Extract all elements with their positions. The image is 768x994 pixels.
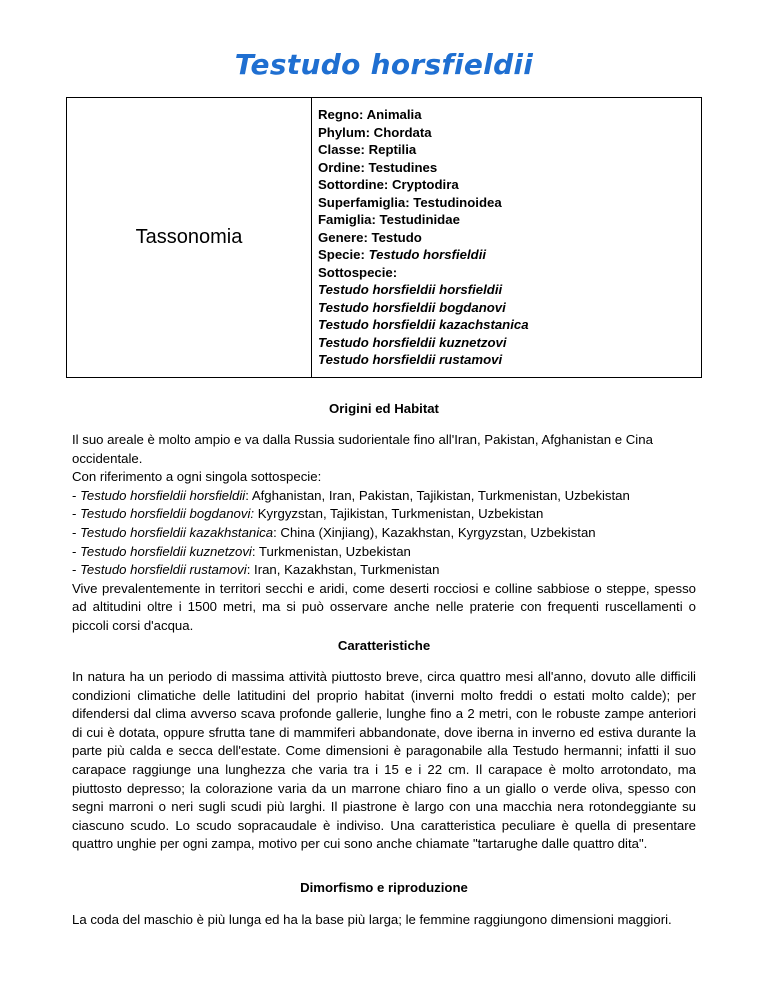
taxonomy-label: Tassonomia	[67, 98, 312, 378]
taxonomy-phylum: Phylum: Chordata	[318, 124, 432, 140]
origini-habitat: Vive prevalentemente in territori secchi e aridi, come deserti rocciosi e colline sabbiose o steppe, spesso ad altitudini oltre i 1500 metri, ma si può osservare anche nelle praterie con frequenti ruscellamenti o piccoli corsi d'acqua.	[72, 580, 696, 633]
taxonomy-sottospecie-label: Sottospecie:	[318, 264, 398, 280]
caratteristiche-text: In natura ha un periodo di massima attività piuttosto breve, circa quattro mesi all'anno, dovuto alle difficili condizioni climatiche delle latitudini del proprio habitat (inverni molto freddi o estati molto calde); per difendersi dal clima avverso scava profonde gallerie, lunghe fino a 2 metri, con le robuste zampe anteriori di cui è dotata, oppure sfrutta tane di mammiferi abbandonate, dove iberna in inverno ed estiva durante la parte più calda e secca dell'estate. Come dimensioni è paragonabile alla Testudo hermanni; infatti il suo carapace raggiunge una lunghezza che varia tra i 15 e i 22 cm. Il carapace è molto arrotondato, ma piuttosto depresso; la colorazione varia da un marrone chiaro fino a un giallo o verde oliva, spesso con segni marroni o neri sugli scudi più larghi. Il piastrone è largo con una macchia nera rotondeggiante su ciascuno scudo. Lo scudo sopracaudale è indiviso. Una caratteristica peculiare è quella di presentare quattro unghie per ogni zampa, motivo per cui sono anche chiamate "tartarughe dalle quattro dita".	[72, 669, 696, 852]
document-title: Testudo horsfieldii	[234, 48, 534, 81]
origini-intro: Il suo areale è molto ampio e va dalla Russia sudorientale fino all'Iran, Pakistan, Afghanistan e Cina occidentale.	[72, 432, 653, 466]
taxonomy-specie-value: Testudo horsfieldii	[368, 247, 487, 263]
taxonomy-genere: Genere: Testudo	[318, 229, 422, 245]
taxonomy-info	[312, 98, 702, 378]
taxonomy-ordine: Ordine: Testudines	[318, 159, 438, 175]
distribution-name: Testudo horsfieldii rustamovi	[80, 562, 247, 578]
origini-heading: Origini ed Habitat	[329, 401, 439, 416]
subspecies-item: Testudo horsfieldii bogdanovi	[318, 299, 506, 315]
caratteristiche-heading: Caratteristiche	[337, 638, 431, 653]
taxonomy-specie	[318, 246, 701, 264]
taxonomy-famiglia: Famiglia: Testudinidae	[318, 212, 460, 228]
taxonomy-table	[66, 97, 702, 378]
origini-ref: Con riferimento a ogni singola sottospecie:	[72, 469, 322, 485]
distribution-item: - Testudo horsfieldii rustamovi: Iran, Kazakhstan, Turkmenistan	[72, 562, 440, 578]
dimorfismo-text: La coda del maschio è più lunga ed ha la base più larga; le femmine raggiungono dimensioni maggiori.	[72, 912, 672, 927]
subspecies-item: Testudo horsfieldii kuznetzovi	[318, 334, 507, 350]
distribution-range: : Afghanistan, Iran, Pakistan, Tajikistan, Turkmenistan, Uzbekistan	[245, 487, 630, 503]
taxonomy-superfamiglia: Superfamiglia: Testudinoidea	[318, 194, 502, 210]
distribution-name: Testudo horsfieldii kuznetzovi	[80, 543, 252, 559]
taxonomy-sottordine: Sottordine: Cryptodira	[318, 177, 459, 193]
distribution-range: : China (Xinjiang), Kazakhstan, Kyrgyzstan, Uzbekistan	[273, 524, 596, 540]
distribution-item: - Testudo horsfieldii kuznetzovi: Turkmenistan, Uzbekistan	[72, 543, 411, 559]
taxonomy-regno: Regno: Animalia	[318, 107, 422, 123]
distribution-name: Testudo horsfieldii kazakhstanica	[80, 524, 274, 540]
distribution-range: : Turkmenistan, Uzbekistan	[251, 543, 411, 559]
distribution-item: - Testudo horsfieldii horsfieldii: Afghanistan, Iran, Pakistan, Tajikistan, Turkmenistan, Uzbekistan	[72, 487, 630, 503]
taxonomy-specie-label: Specie:	[318, 247, 369, 263]
dimorfismo-heading: Dimorfismo e riproduzione	[300, 880, 468, 895]
subspecies-item: Testudo horsfieldii rustamovi	[318, 352, 503, 368]
distribution-item: - Testudo horsfieldii bogdanovi: Kyrgyzstan, Tajikistan, Turkmenistan, Uzbekistan	[72, 506, 544, 522]
distribution-range: : Iran, Kazakhstan, Turkmenistan	[246, 562, 440, 578]
distribution-name: Testudo horsfieldii horsfieldii	[80, 487, 246, 503]
subspecies-item: Testudo horsfieldii kazachstanica	[318, 317, 529, 333]
distribution-range: Kyrgyzstan, Tajikistan, Turkmenistan, Uzbekistan	[254, 506, 544, 522]
taxonomy-classe: Classe: Reptilia	[318, 142, 417, 158]
origini-section	[72, 431, 696, 636]
subspecies-item: Testudo horsfieldii horsfieldii	[318, 282, 503, 298]
distribution-name: Testudo horsfieldii bogdanovi:	[80, 506, 255, 522]
distribution-item: - Testudo horsfieldii kazakhstanica: China (Xinjiang), Kazakhstan, Kyrgyzstan, Uzbekistan	[72, 524, 596, 540]
